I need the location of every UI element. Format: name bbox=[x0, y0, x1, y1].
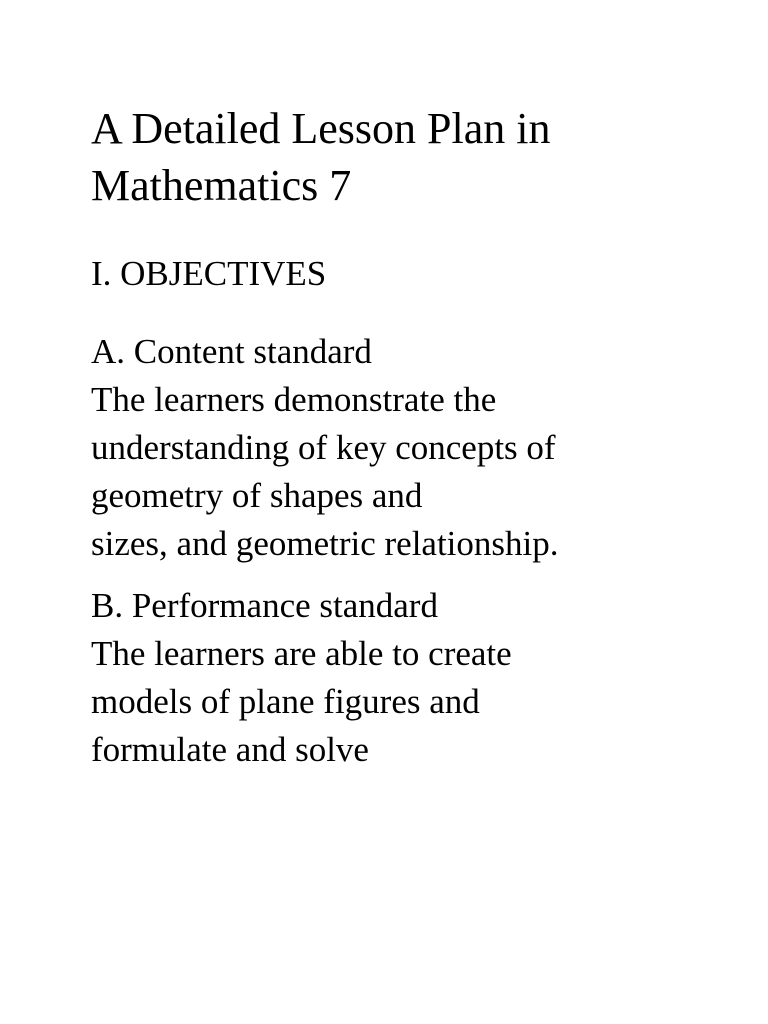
content-standard-line: geometry of shapes and bbox=[91, 476, 423, 515]
title-line-1: A Detailed Lesson Plan in bbox=[91, 104, 551, 153]
performance-standard-line: models of plane figures and bbox=[91, 682, 480, 721]
performance-standard-section bbox=[91, 582, 751, 774]
performance-standard-heading: B. Performance standard bbox=[91, 586, 438, 625]
content-standard-line: sizes, and geometric relationship. bbox=[91, 524, 559, 563]
content-standard-line: understanding of key concepts of bbox=[91, 428, 556, 467]
content-standard-section bbox=[91, 328, 751, 568]
content-standard-heading: A. Content standard bbox=[91, 332, 372, 371]
title-line-2: Mathematics 7 bbox=[91, 161, 352, 210]
document-body bbox=[91, 100, 751, 774]
performance-standard-text bbox=[91, 630, 751, 774]
performance-standard-line: The learners are able to create bbox=[91, 634, 512, 673]
content-standard-line: The learners demonstrate the bbox=[91, 380, 497, 419]
content-standard-text bbox=[91, 376, 751, 568]
page-title bbox=[91, 100, 751, 214]
performance-standard-line: formulate and solve bbox=[91, 730, 369, 769]
objectives-heading: I. OBJECTIVES bbox=[91, 254, 327, 293]
